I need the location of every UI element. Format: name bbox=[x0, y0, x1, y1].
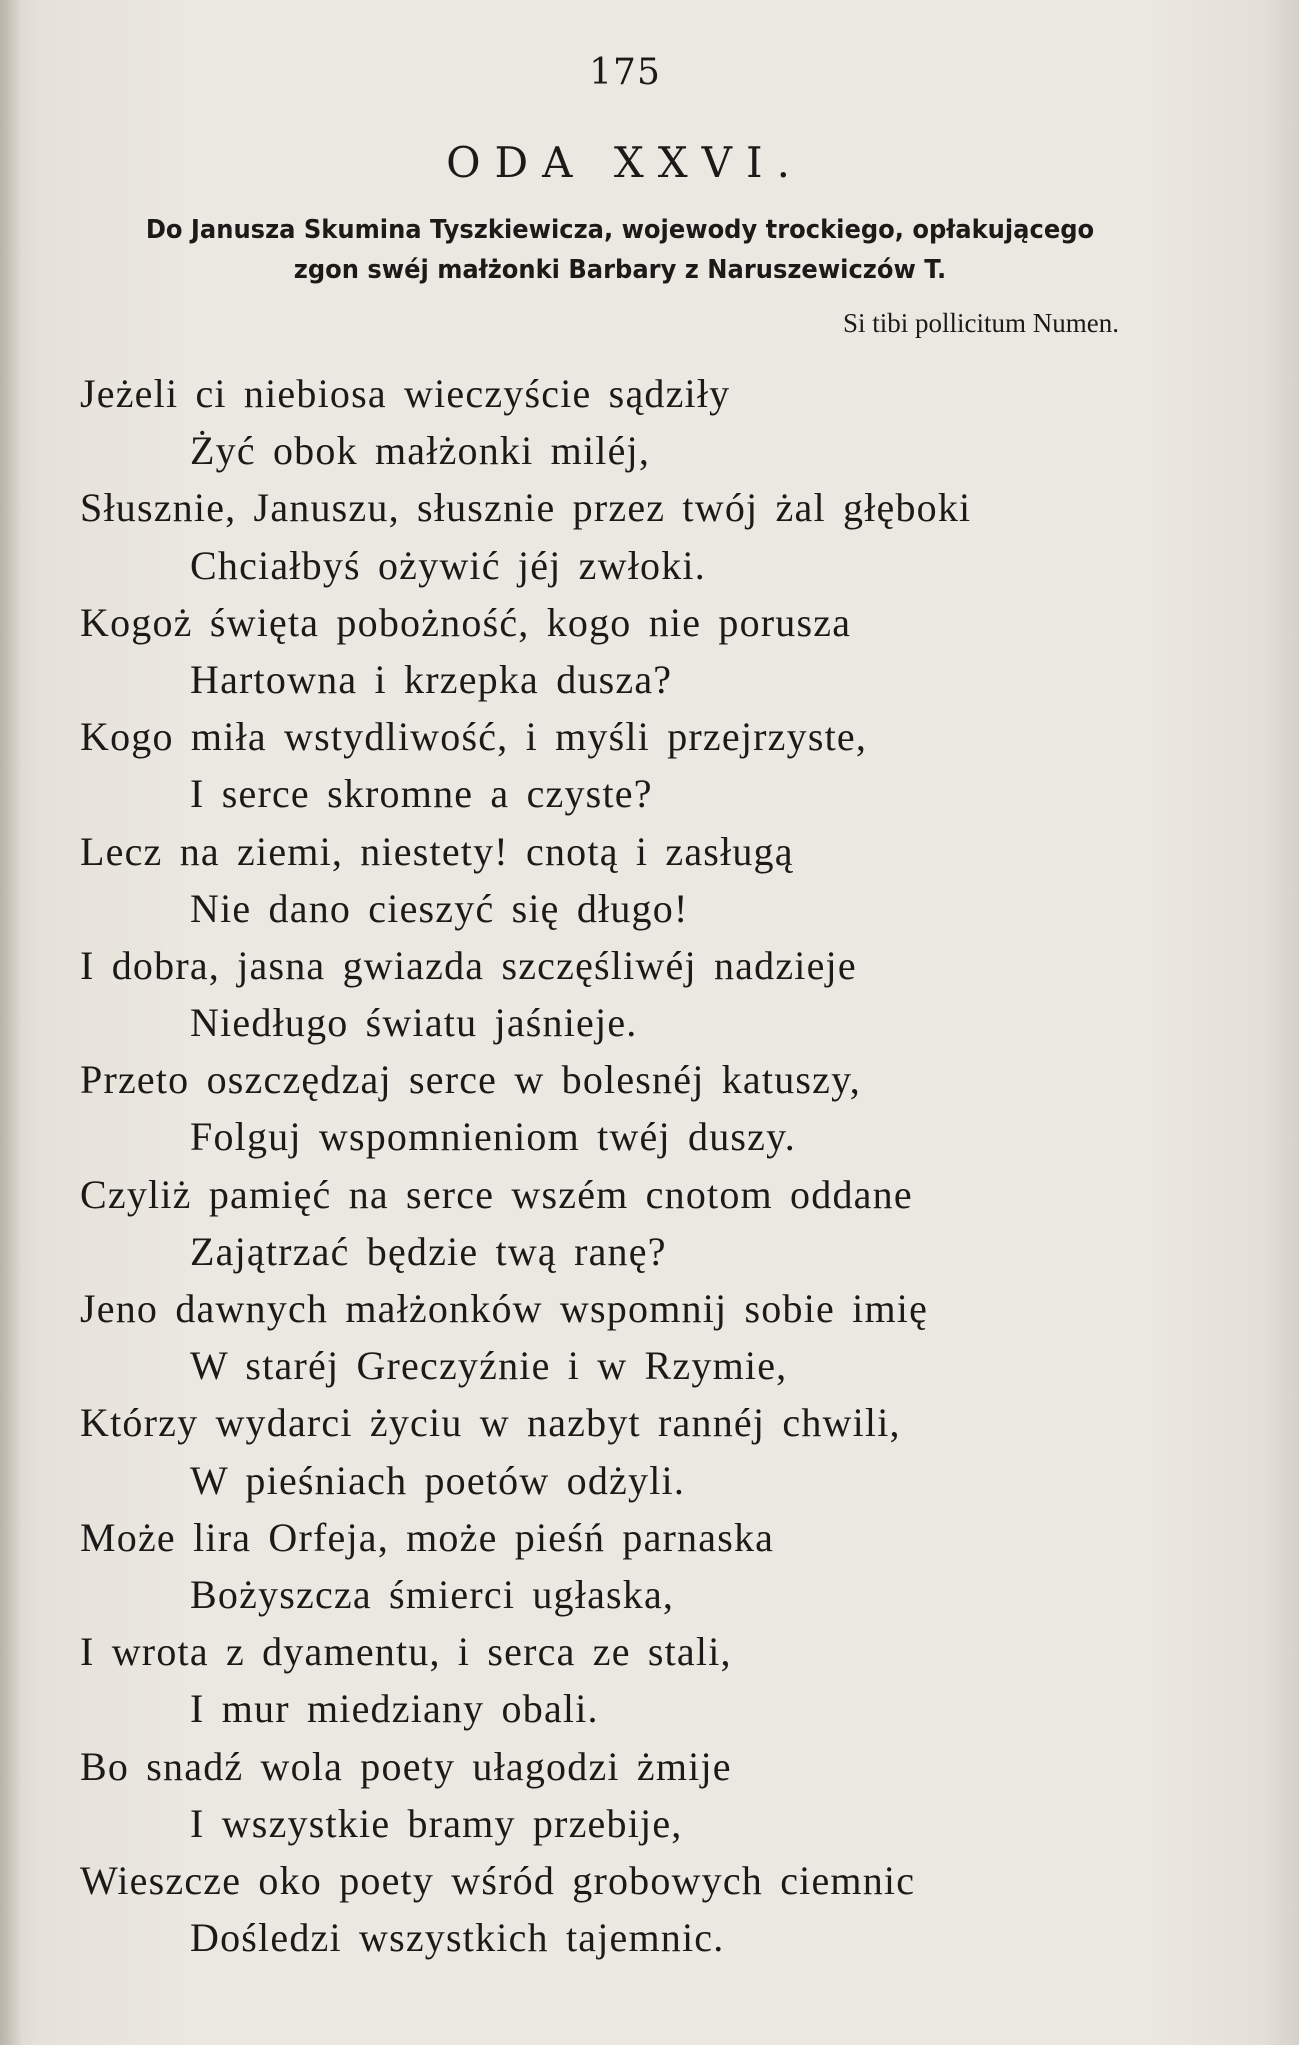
poem-line: Żyć obok małżonki miléj, bbox=[190, 428, 651, 474]
poem-line: I serce skromne a czyste? bbox=[190, 771, 653, 817]
dedication bbox=[109, 210, 1132, 290]
poem-line: Czyliż pamięć na serce wszém cnotom oddane bbox=[80, 1171, 913, 1217]
ode-title: ODA XXVI. bbox=[446, 138, 804, 187]
poem-line: Wieszcze oko poety wśród grobowych ciemnic bbox=[80, 1857, 916, 1903]
poem-line: Chciałbyś ożywić jéj zwłoki. bbox=[190, 542, 706, 588]
poem-line: Bo snadź wola poety ułagodzi żmije bbox=[80, 1743, 732, 1789]
poem-line: W staréj Greczyźnie i w Rzymie, bbox=[190, 1343, 788, 1389]
poem-line: Kogo miła wstydliwość, i myśli przejrzyste, bbox=[80, 714, 868, 760]
page-number: 175 bbox=[589, 52, 661, 93]
dedication-line-1: Do Janusza Skumina Tyszkiewicza, wojewody trockiego, opłakującego bbox=[145, 215, 1095, 245]
poem-line: Jeno dawnych małżonków wspomnij sobie imię bbox=[80, 1286, 929, 1331]
poem-line: I dobra, jasna gwiazda szczęśliwéj nadzieje bbox=[80, 942, 857, 988]
poem-line: Kogoż święta pobożność, kogo nie porusza bbox=[80, 599, 852, 645]
poem-line: Niedługo światu jaśnieje. bbox=[190, 1000, 638, 1046]
poem-line: Przeto oszczędzaj serce w bolesnéj katuszy, bbox=[80, 1057, 861, 1103]
poem-line: Jeżeli ci niebiosa wieczyście sądziły bbox=[80, 371, 731, 416]
poem-line: Dośledzi wszystkich tajemnic. bbox=[190, 1915, 725, 1961]
poem-line: Którzy wydarci życiu w nazbyt rannéj chwili, bbox=[80, 1400, 901, 1446]
dedication-line-2: zgon swéj małżonki Barbary z Naruszewiczów T. bbox=[293, 255, 947, 285]
poem-line: Hartowna i krzepka dusza? bbox=[190, 656, 673, 702]
poem-line: Zajątrzać będzie twą ranę? bbox=[190, 1228, 667, 1274]
page-binding-shadow bbox=[0, 0, 22, 2045]
epigraph: Si tibi pollicitum Numen. bbox=[843, 308, 1119, 338]
poem-line: Folguj wspomnieniom twéj duszy. bbox=[190, 1114, 796, 1160]
poem-line: W pieśniach poetów odżyli. bbox=[190, 1457, 686, 1503]
poem-line: Słusznie, Januszu, słusznie przez twój żal głęboki bbox=[80, 485, 972, 531]
poem-line: Nie dano cieszyć się długo! bbox=[190, 885, 689, 931]
poem-line: I wrota z dyamentu, i serca ze stali, bbox=[80, 1629, 732, 1675]
poem-line: Może lira Orfeja, może pieśń parnaska bbox=[80, 1514, 775, 1560]
poem-line: Bożyszcza śmierci ugłaska, bbox=[190, 1571, 675, 1617]
poem-body bbox=[80, 365, 1130, 1966]
poem-line: Lecz na ziemi, niestety! cnotą i zasługą bbox=[80, 828, 794, 874]
poem-line: I mur miedziany obali. bbox=[190, 1686, 599, 1732]
poem-line: I wszystkie bramy przebije, bbox=[190, 1800, 683, 1846]
